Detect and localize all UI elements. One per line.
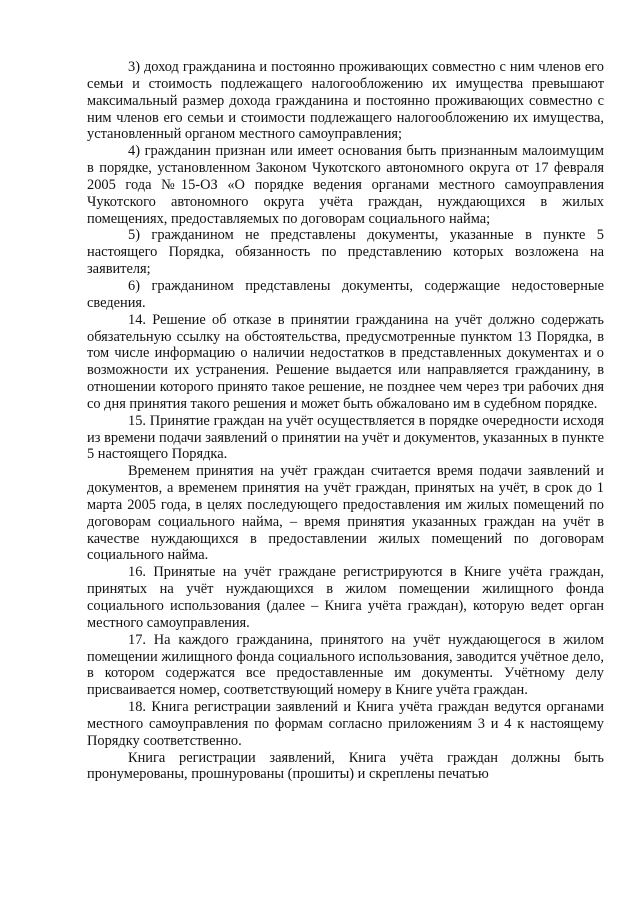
paragraph-clause-5: 5) гражданином не представлены документы, указанные в пункте 5 настоящего Порядка, обязанность по представлению которых возложена на заявителя; bbox=[87, 227, 604, 278]
paragraph-section-15: 15. Принятие граждан на учёт осуществляется в порядке очередности исходя из времени подачи заявлений о принятии на учёт и документов, указанных в пункте 5 настоящего Порядка. bbox=[87, 412, 604, 463]
paragraph-section-16: 16. Принятые на учёт граждане регистрируются в Книге учёта граждан, принятых на учёт нуждающихся в жилом помещении жилищного фонда социального использования (далее – Книга учёта граждан), которую ведет орган местного самоуправления. bbox=[87, 564, 604, 631]
document-body bbox=[87, 59, 604, 783]
paragraph-section-18: 18. Книга регистрации заявлений и Книга учёта граждан ведутся органами местного самоуправления по формам согласно приложениям 3 и 4 к настоящему Порядку соответственно. bbox=[87, 699, 604, 749]
paragraph-clause-6: 6) гражданином представлены документы, содержащие недостоверные сведения. bbox=[87, 277, 604, 311]
paragraph-section-14: 14. Решение об отказе в принятии гражданина на учёт должно содержать обязательную ссылку на обстоятельства, предусмотренные пунктом 13 Порядка, в том числе информацию о наличии недостатков в представленных документах и о возможности их устранения. Решение выдается или направляется гражданину, в отношении которого принято такое решение, не позднее чем через три рабочих дня со дня принятия такого решения и может быть обжаловано им в судебном порядке. bbox=[87, 311, 604, 412]
paragraph-section-17: 17. На каждого гражданина, принятого на учёт нуждающегося в жилом помещении жилищного фонда социального использования, заводится учётное дело, в котором содержатся все предоставленные им документы. Учётному делу присваивается номер, соответствующий номеру в Книге учёта граждан. bbox=[87, 631, 604, 699]
paragraph-registration-time: Временем принятия на учёт граждан считается время подачи заявлений и документов, а временем принятия на учёт граждан, принятых на учёт, в срок до 1 марта 2005 года, в целях последующего предоставления им жилых помещений по договорам социального найма, – время принятия указанных граждан на учёт в качестве нуждающихся в предоставлении жилых помещений по договорам социального найма. bbox=[87, 463, 604, 564]
paragraph-books-sealing: Книга регистрации заявлений, Книга учёта граждан должны быть пронумерованы, прошнурованы (прошиты) и скреплены печатью bbox=[87, 749, 604, 783]
paragraph-clause-3: 3) доход гражданина и постоянно проживающих совместно с ним членов его семьи и стоимость подлежащего налогообложению их имущества превышают максимальный размер дохода гражданина и постоянно проживающих совместно с ним членов его семьи и стоимости подлежащего налогообложению их имущества, установленный органом местного самоуправления; bbox=[87, 59, 604, 143]
paragraph-clause-4: 4) гражданин признан или имеет основания быть признанным малоимущим в порядке, установленном Законом Чукотского автономного округа от 17 февраля 2005 года №15-ОЗ «О порядке ведения органами местного самоуправления Чукотского автономного округа учёта граждан, нуждающихся в жилых помещениях, предоставляемых по договорам социального найма; bbox=[87, 143, 604, 227]
